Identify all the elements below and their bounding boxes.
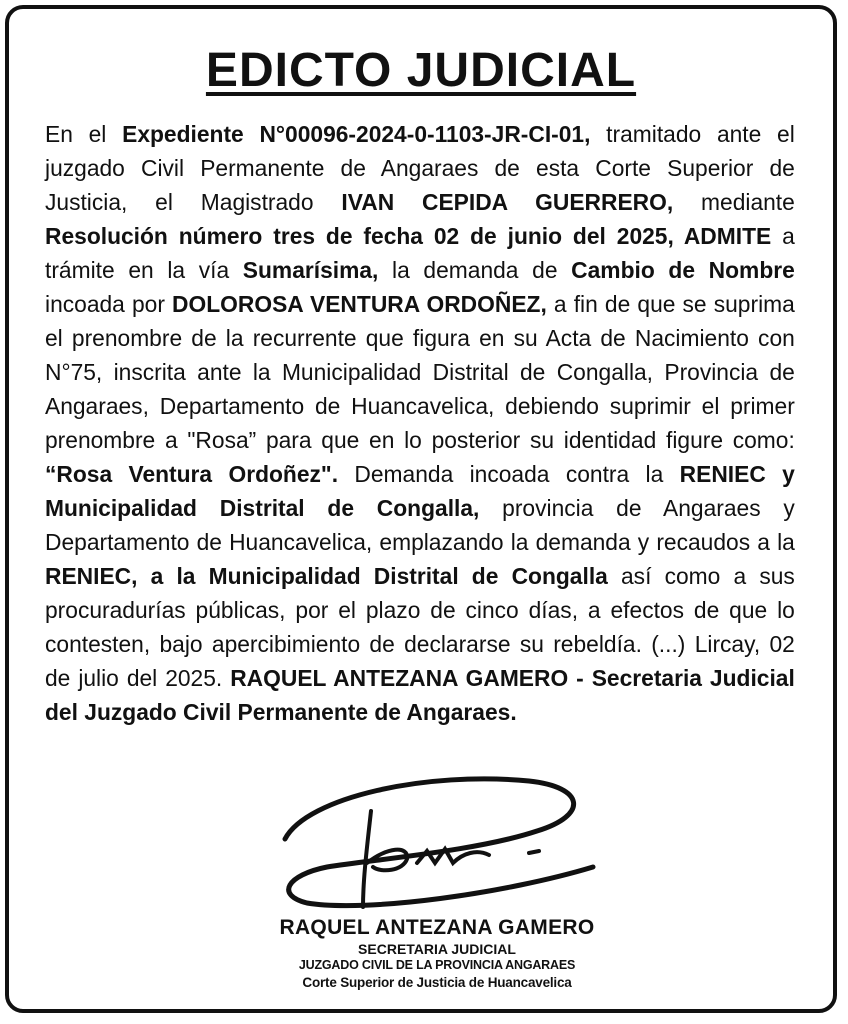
bold-run: Cambio de Nombre (571, 257, 795, 283)
text-run: Demanda incoada contra la (338, 461, 680, 487)
edict-title (9, 43, 833, 98)
text-run: tramitado ante el juzgado Civil Permanente de Angaraes de esta Corte Superior de Justicia, el Magistrado (45, 121, 795, 215)
stamp-court: JUZGADO CIVIL DE LA PROVINCIA ANGARAES (298, 958, 576, 972)
text-run: así como a sus procuradurías públicas, por el plazo de cinco días, a efectos de que lo contesten, bajo apercibimiento de declararse su rebeldía. (...) Lircay, 02 de julio del 2025. (45, 563, 795, 691)
text-run: incoada por (45, 291, 173, 317)
text-run: En el (45, 121, 123, 147)
bold-run: IVAN CEPIDA GUERRERO, (341, 189, 674, 215)
text-run: provincia de Angaraes y Departamento de Huancavelica, emplazando la demanda y recaudos a la (45, 495, 795, 555)
title-text: EDICTO JUDICIAL (205, 44, 637, 97)
stamp-corte: Corte Superior de Justicia de Huancavelica (302, 975, 572, 990)
stamp-name: RAQUEL ANTEZANA GAMERO (279, 916, 595, 939)
text-run: mediante (673, 189, 795, 215)
bold-run: “Rosa Ventura Ordoñez". (45, 461, 339, 487)
bold-run: RAQUEL ANTEZANA GAMERO - Secretaria Judicial del Juzgado Civil Permanente de Angaraes. (45, 665, 795, 725)
edict-frame (5, 5, 837, 1013)
handwritten-signature (267, 767, 607, 917)
stamp-role: SECRETARIA JUDICIAL (358, 941, 516, 957)
bold-run: Expediente N°00096-2024-0-1103-JR-CI-01, (122, 121, 591, 147)
text-run: la demanda de (378, 257, 572, 283)
bold-run: RENIEC, a la Municipalidad Distrital de Congalla (45, 563, 608, 589)
bold-run: Resolución número tres de fecha 02 de junio del 2025, ADMITE (45, 223, 772, 249)
edict-body (45, 117, 795, 729)
bold-run: RENIEC y Municipalidad Distrital de Congalla, (45, 461, 795, 521)
bold-run: Sumarísima, (242, 257, 379, 283)
text-run: a fin de que se suprima el prenombre de la recurrente que figura en su Acta de Nacimiento con N°75, inscrita ante la Municipalidad Distrital de Congalla, Provincia de Angaraes, Departamento de Huancavelica, debiendo suprimir el primer prenombre a "Rosa” para que en lo posterior su identidad figure como: (45, 291, 795, 453)
secretary-stamp (259, 915, 615, 991)
bold-run: DOLOROSA VENTURA ORDOÑEZ, (172, 291, 547, 317)
text-run: a trámite en la vía (45, 223, 795, 283)
